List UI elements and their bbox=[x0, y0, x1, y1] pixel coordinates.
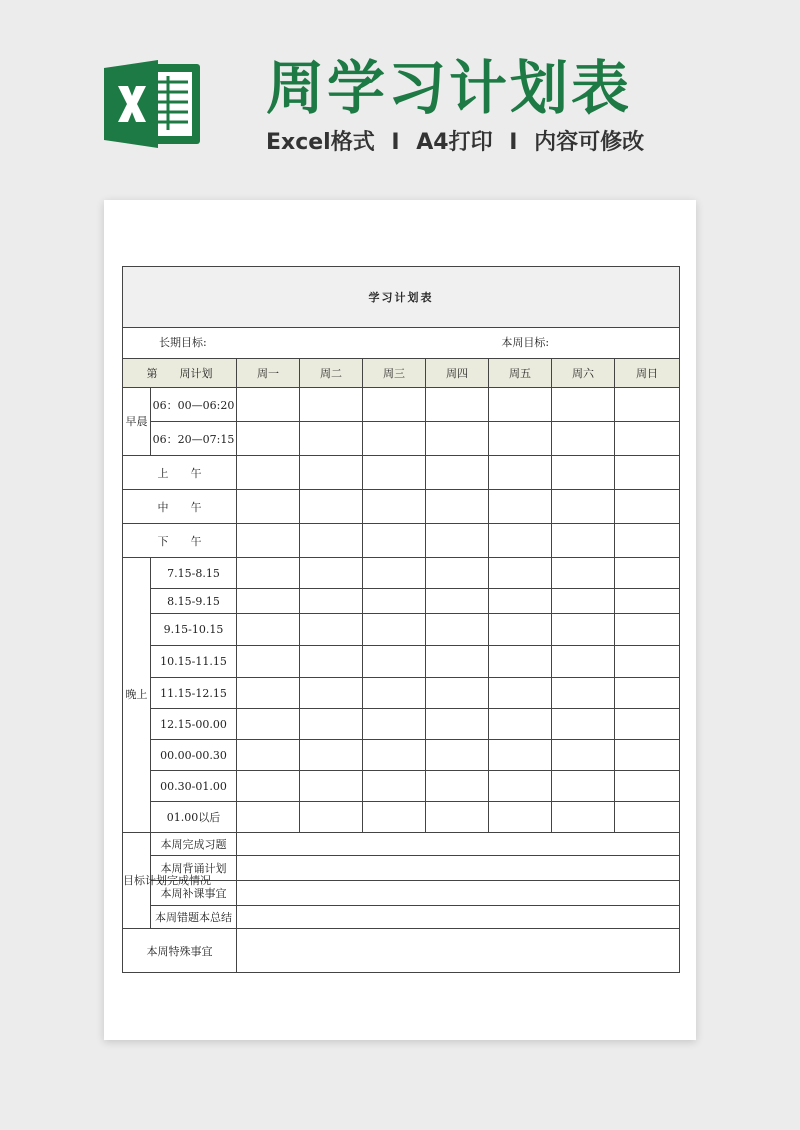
time-slot-label: 06：20—07:15 bbox=[151, 422, 237, 456]
separator: I bbox=[509, 130, 518, 155]
plan-cell[interactable] bbox=[363, 678, 426, 709]
plan-cell[interactable] bbox=[615, 771, 680, 802]
plan-cell[interactable] bbox=[300, 740, 363, 771]
plan-cell[interactable] bbox=[552, 709, 615, 740]
plan-cell[interactable] bbox=[363, 490, 426, 524]
time-slot-label: 00.30-01.00 bbox=[151, 771, 237, 802]
plan-cell[interactable] bbox=[237, 388, 300, 422]
summary-cell[interactable] bbox=[237, 906, 680, 929]
plan-cell[interactable] bbox=[237, 490, 300, 524]
plan-cell[interactable] bbox=[363, 802, 426, 833]
time-slot-label: 7.15-8.15 bbox=[151, 558, 237, 589]
plan-cell[interactable] bbox=[363, 558, 426, 589]
plan-cell[interactable] bbox=[552, 802, 615, 833]
format-label: Excel格式 bbox=[266, 130, 375, 155]
plan-cell[interactable] bbox=[489, 422, 552, 456]
table-title: 学习计划表 bbox=[123, 267, 680, 328]
plan-cell[interactable] bbox=[489, 771, 552, 802]
period-label-noon: 中 午 bbox=[123, 490, 237, 524]
plan-cell[interactable] bbox=[237, 422, 300, 456]
plan-cell[interactable] bbox=[426, 388, 489, 422]
summary-cell[interactable] bbox=[237, 833, 680, 856]
plan-cell[interactable] bbox=[489, 740, 552, 771]
day-header-sun: 周日 bbox=[615, 359, 680, 388]
long-term-goal-label: 长期目标: bbox=[159, 336, 207, 349]
plan-cell[interactable] bbox=[426, 646, 489, 678]
time-slot-label: 8.15-9.15 bbox=[151, 589, 237, 614]
plan-cell[interactable] bbox=[615, 646, 680, 678]
plan-cell[interactable] bbox=[552, 456, 615, 490]
plan-cell[interactable] bbox=[489, 490, 552, 524]
completion-label: 目标计划完成情况 bbox=[123, 833, 151, 929]
plan-cell[interactable] bbox=[363, 740, 426, 771]
plan-cell[interactable] bbox=[489, 802, 552, 833]
banner bbox=[0, 0, 800, 200]
page-title: 周学习计划表 bbox=[266, 54, 633, 122]
plan-cell[interactable] bbox=[426, 740, 489, 771]
plan-cell[interactable] bbox=[300, 456, 363, 490]
weekly-goal-label: 本周目标: bbox=[501, 336, 550, 349]
plan-cell[interactable] bbox=[552, 740, 615, 771]
summary-cell[interactable] bbox=[237, 881, 680, 906]
day-header-wed: 周三 bbox=[363, 359, 426, 388]
plan-cell[interactable] bbox=[489, 614, 552, 646]
plan-cell[interactable] bbox=[363, 646, 426, 678]
special-matters-label: 本周特殊事宜 bbox=[123, 929, 237, 973]
plan-cell[interactable] bbox=[300, 589, 363, 614]
plan-cell[interactable] bbox=[300, 524, 363, 558]
plan-cell[interactable] bbox=[426, 802, 489, 833]
plan-cell[interactable] bbox=[300, 646, 363, 678]
plan-cell[interactable] bbox=[300, 422, 363, 456]
morning-label: 早晨 bbox=[123, 388, 151, 456]
plan-cell[interactable] bbox=[237, 646, 300, 678]
plan-cell[interactable] bbox=[300, 771, 363, 802]
completion-item-label: 本周背诵计划 bbox=[151, 856, 237, 881]
plan-cell[interactable] bbox=[426, 524, 489, 558]
plan-cell[interactable] bbox=[615, 802, 680, 833]
completion-item-label: 本周补课事宜 bbox=[151, 881, 237, 906]
plan-cell[interactable] bbox=[426, 771, 489, 802]
plan-cell[interactable] bbox=[300, 614, 363, 646]
excel-logo-icon bbox=[102, 58, 204, 150]
period-label-morning: 上 午 bbox=[123, 456, 237, 490]
time-slot-label: 12.15-00.00 bbox=[151, 709, 237, 740]
separator: I bbox=[391, 130, 400, 155]
plan-cell[interactable] bbox=[300, 802, 363, 833]
plan-cell[interactable] bbox=[552, 678, 615, 709]
plan-cell[interactable] bbox=[552, 646, 615, 678]
plan-cell[interactable] bbox=[615, 388, 680, 422]
plan-cell[interactable] bbox=[489, 388, 552, 422]
plan-cell[interactable] bbox=[615, 456, 680, 490]
plan-cell[interactable] bbox=[237, 678, 300, 709]
period-label-afternoon: 下 午 bbox=[123, 524, 237, 558]
plan-cell[interactable] bbox=[237, 614, 300, 646]
plan-cell[interactable] bbox=[426, 422, 489, 456]
plan-cell[interactable] bbox=[552, 558, 615, 589]
plan-cell[interactable] bbox=[552, 524, 615, 558]
plan-cell[interactable] bbox=[552, 589, 615, 614]
plan-cell[interactable] bbox=[237, 589, 300, 614]
plan-cell[interactable] bbox=[426, 490, 489, 524]
plan-cell[interactable] bbox=[615, 614, 680, 646]
plan-cell[interactable] bbox=[363, 614, 426, 646]
plan-cell[interactable] bbox=[615, 524, 680, 558]
plan-cell[interactable] bbox=[489, 589, 552, 614]
plan-cell[interactable] bbox=[300, 709, 363, 740]
plan-cell[interactable] bbox=[426, 589, 489, 614]
plan-cell[interactable] bbox=[237, 709, 300, 740]
plan-cell[interactable] bbox=[615, 709, 680, 740]
plan-cell[interactable] bbox=[237, 524, 300, 558]
plan-cell[interactable] bbox=[615, 678, 680, 709]
plan-cell[interactable] bbox=[237, 740, 300, 771]
plan-cell[interactable] bbox=[237, 771, 300, 802]
plan-cell[interactable] bbox=[300, 490, 363, 524]
plan-cell[interactable] bbox=[426, 558, 489, 589]
study-plan-table bbox=[122, 266, 680, 973]
plan-cell[interactable] bbox=[426, 709, 489, 740]
plan-cell[interactable] bbox=[300, 388, 363, 422]
day-header-thu: 周四 bbox=[426, 359, 489, 388]
time-slot-label: 01.00以后 bbox=[151, 802, 237, 833]
completion-item-label: 本周错题本总结 bbox=[151, 906, 237, 929]
week-plan-header: 第 周计划 bbox=[123, 359, 237, 388]
time-slot-label: 00.00-00.30 bbox=[151, 740, 237, 771]
day-header-sat: 周六 bbox=[552, 359, 615, 388]
plan-cell[interactable] bbox=[300, 558, 363, 589]
plan-cell[interactable] bbox=[237, 802, 300, 833]
time-slot-label: 06：00—06:20 bbox=[151, 388, 237, 422]
plan-cell[interactable] bbox=[552, 771, 615, 802]
plan-cell[interactable] bbox=[426, 614, 489, 646]
goal-row bbox=[123, 328, 680, 359]
plan-cell[interactable] bbox=[489, 678, 552, 709]
plan-cell[interactable] bbox=[489, 524, 552, 558]
plan-cell[interactable] bbox=[363, 771, 426, 802]
evening-label: 晚上 bbox=[123, 558, 151, 833]
day-header-mon: 周一 bbox=[237, 359, 300, 388]
time-slot-label: 11.15-12.15 bbox=[151, 678, 237, 709]
plan-cell[interactable] bbox=[615, 422, 680, 456]
plan-cell[interactable] bbox=[363, 709, 426, 740]
plan-cell[interactable] bbox=[489, 646, 552, 678]
special-matters-cell[interactable] bbox=[237, 929, 680, 973]
plan-cell[interactable] bbox=[363, 589, 426, 614]
day-header-tue: 周二 bbox=[300, 359, 363, 388]
plan-cell[interactable] bbox=[426, 456, 489, 490]
time-slot-label: 9.15-10.15 bbox=[151, 614, 237, 646]
plan-cell[interactable] bbox=[426, 678, 489, 709]
plan-cell[interactable] bbox=[363, 422, 426, 456]
completion-item-label: 本周完成习题 bbox=[151, 833, 237, 856]
plan-cell[interactable] bbox=[237, 456, 300, 490]
plan-cell[interactable] bbox=[615, 490, 680, 524]
plan-cell[interactable] bbox=[300, 678, 363, 709]
editable-label: 内容可修改 bbox=[534, 130, 645, 155]
plan-cell[interactable] bbox=[489, 456, 552, 490]
plan-cell[interactable] bbox=[615, 589, 680, 614]
time-slot-label: 10.15-11.15 bbox=[151, 646, 237, 678]
subtitle bbox=[266, 128, 644, 158]
plan-cell[interactable] bbox=[552, 490, 615, 524]
plan-cell[interactable] bbox=[615, 558, 680, 589]
print-label: A4打印 bbox=[416, 130, 493, 155]
plan-cell[interactable] bbox=[363, 524, 426, 558]
summary-cell[interactable] bbox=[237, 856, 680, 881]
plan-cell[interactable] bbox=[489, 709, 552, 740]
plan-cell[interactable] bbox=[363, 388, 426, 422]
plan-cell[interactable] bbox=[552, 422, 615, 456]
plan-cell[interactable] bbox=[237, 558, 300, 589]
plan-cell[interactable] bbox=[552, 614, 615, 646]
plan-cell[interactable] bbox=[552, 388, 615, 422]
plan-cell[interactable] bbox=[363, 456, 426, 490]
plan-cell[interactable] bbox=[615, 740, 680, 771]
day-header-fri: 周五 bbox=[489, 359, 552, 388]
plan-cell[interactable] bbox=[489, 558, 552, 589]
